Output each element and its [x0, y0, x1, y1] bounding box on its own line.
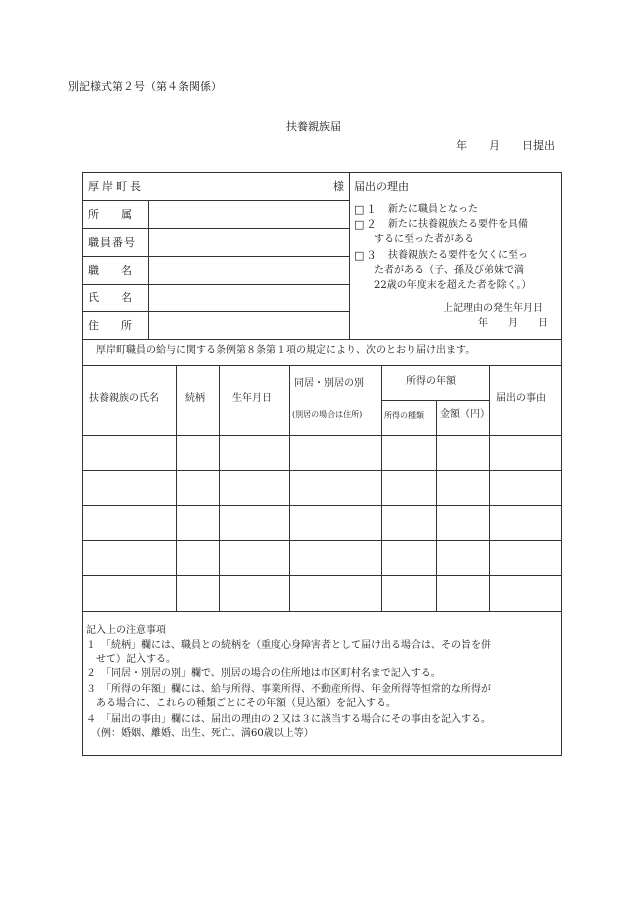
col-annual-income: 所得の年額	[406, 376, 456, 387]
reason-2-number: ２	[366, 218, 377, 231]
table-row[interactable]	[83, 436, 561, 470]
table-row[interactable]	[83, 541, 561, 575]
occurrence-date-label: 上記理由の発生年月日	[443, 303, 543, 314]
page-title: 扶養親族届	[286, 120, 341, 133]
top-divider	[349, 172, 350, 339]
col-relationship: 続柄	[185, 393, 205, 404]
submission-date: 年 月 日提出	[456, 139, 555, 152]
col-income-type: 所得の種類	[384, 411, 424, 420]
note-line: ２ 「同居・別居の別」欄で、別居の場合の住所地は市区町村名まで記入する。	[86, 668, 441, 679]
name-label: 氏 名	[88, 291, 132, 304]
note-line: ３ 「所得の年額」欄には、給与所得、事業所得、不動産所得、年金所得等恒常的な所得が	[86, 684, 491, 695]
reason-heading: 届出の理由	[354, 180, 409, 193]
col-birth-date: 生年月日	[232, 393, 272, 404]
reason-2-checkbox[interactable]: □	[354, 218, 365, 231]
col-cohabitation: 同居・別居の別	[294, 378, 364, 389]
col-dependent-name: 扶養親族の氏名	[89, 393, 159, 404]
notes-heading: 記入上の注意事項	[86, 625, 166, 636]
col-cohabitation-note: (別居の場合は住所)	[292, 410, 363, 419]
address-label: 住 所	[88, 319, 132, 332]
form-label: 別記様式第２号（第４条関係）	[68, 80, 222, 93]
reason-3-text: 扶養親族たる要件を欠くに至っ	[388, 250, 528, 261]
reason-2-text-cont: するに至った者がある	[374, 234, 474, 245]
reason-1-text: 新たに職員となった	[388, 204, 478, 215]
col-income-amount: 金額（円）	[440, 409, 490, 420]
reason-1-number: １	[366, 203, 377, 216]
occurrence-date-value: 年 月 日	[478, 318, 548, 329]
statement-text: 厚岸町職員の給与に関する条例第８条第１項の規定により、次のとおり届け出ます。	[96, 345, 476, 356]
reason-3-text-cont2: 22歳の年度末を超えた者を除く。）	[374, 280, 532, 291]
mayor-addressee: 厚岸町長	[88, 180, 144, 193]
col-notification-reason: 届出の事由	[496, 393, 546, 404]
reason-3-text-cont: た者がある（子、孫及び弟妹で満	[374, 265, 524, 276]
employee-number-label: 職員番号	[88, 236, 136, 249]
note-line: ある場合に、これらの種類ごとにその年額（見込額）を記入する。	[86, 698, 396, 709]
reason-3-number: ３	[366, 249, 377, 262]
note-line: （例：婚姻、離婚、出生、死亡、満60歳以上等）	[86, 728, 314, 739]
note-line: せて）記入する。	[86, 654, 176, 665]
note-line: １ 「続柄」欄には、職員との続柄を（重度心身障害者として届け出る場合は、その旨を併	[86, 640, 491, 651]
reason-1-checkbox[interactable]: □	[354, 203, 365, 216]
job-title-label: 職 名	[88, 264, 132, 277]
table-row[interactable]	[83, 576, 561, 611]
honorific: 様	[333, 180, 344, 193]
reason-2-text: 新たに扶養親族たる要件を具備	[388, 219, 528, 230]
reason-3-checkbox[interactable]: □	[354, 249, 365, 262]
table-row[interactable]	[83, 506, 561, 540]
table-row[interactable]	[83, 471, 561, 505]
note-line: ４ 「届出の事由」欄には、届出の理由の２又は３に該当する場合にその事由を記入する。	[86, 714, 491, 725]
affiliation-label: 所 属	[88, 208, 132, 221]
